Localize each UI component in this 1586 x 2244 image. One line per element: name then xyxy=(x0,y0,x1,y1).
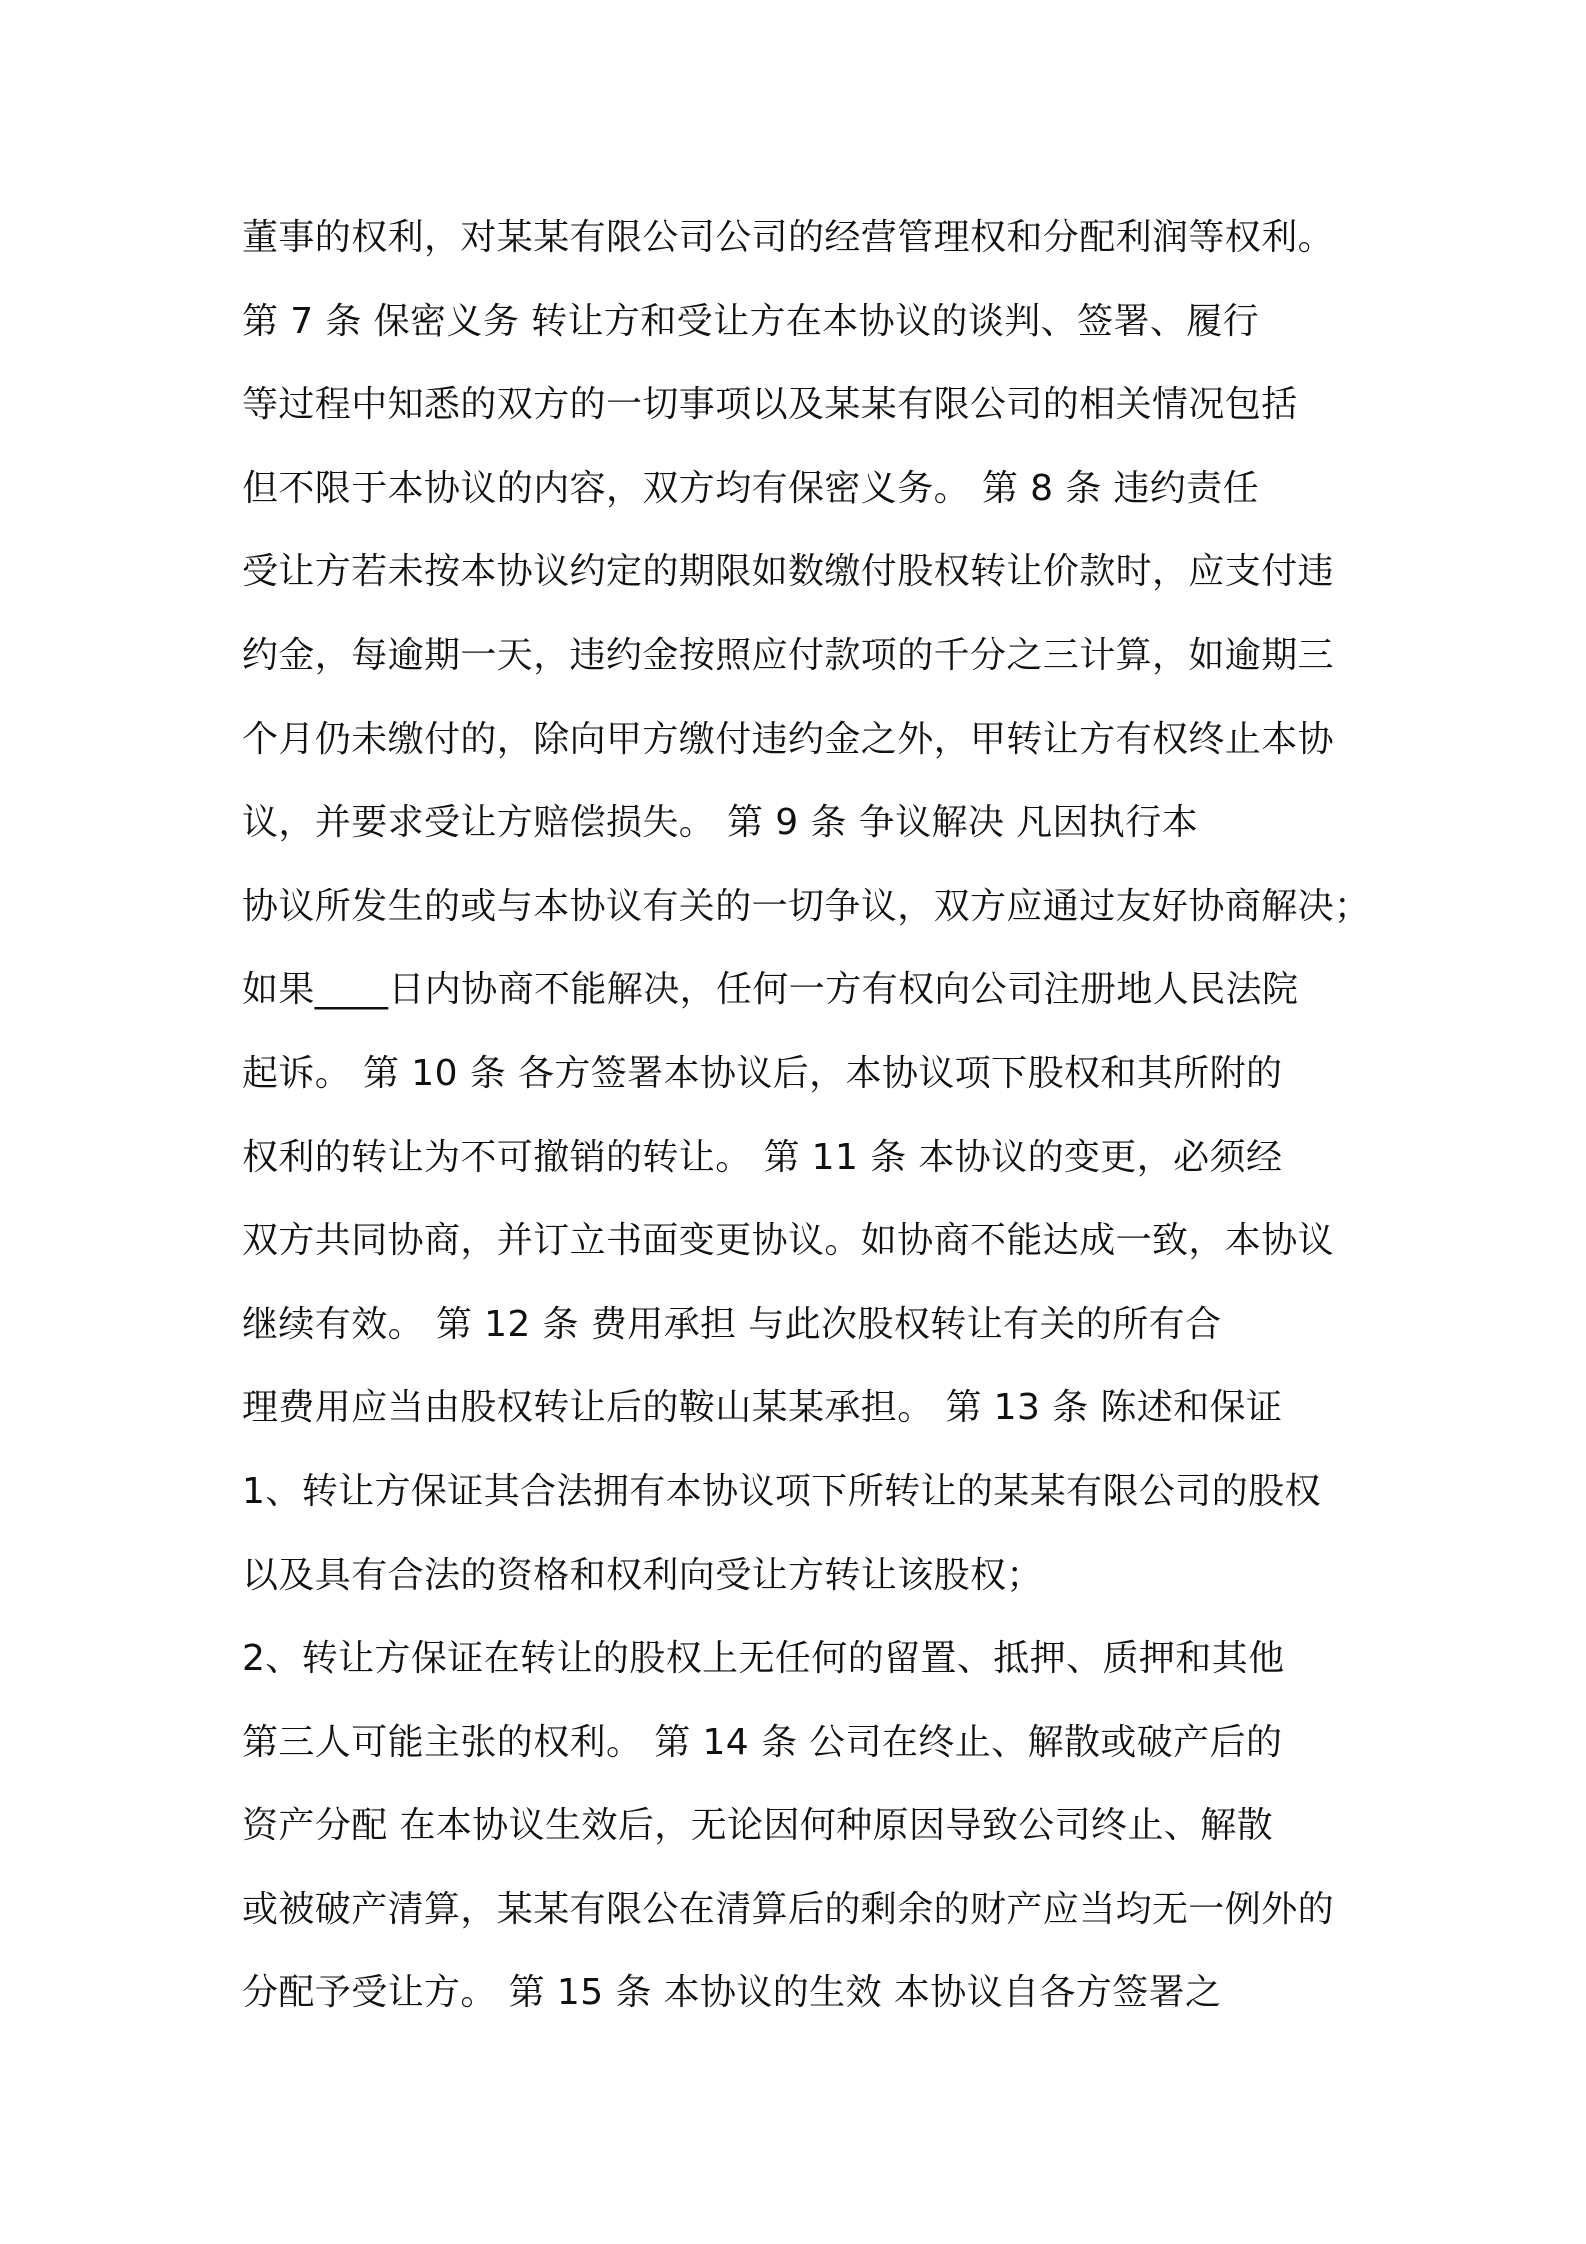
text-line-19: 第三人可能主张的权利。 第 14 条 公司在终止、解散或破产后的 xyxy=(242,1721,1283,1763)
text-line-5: 受让方若未按本协议约定的期限如数缴付股权转让价款时，应支付违 xyxy=(242,551,1335,593)
body-text xyxy=(242,196,1372,2035)
text-line-10: 如果____日内协商不能解决，任何一方有权向公司注册地人民法院 xyxy=(242,969,1299,1011)
text-line-17: 以及具有合法的资格和权利向受让方转让该股权； xyxy=(242,1554,1043,1596)
text-line-15: 理费用应当由股权转让后的鞍山某某承担。 第 13 条 陈述和保证 xyxy=(242,1387,1283,1429)
text-line-20: 资产分配 在本协议生效后，无论因何种原因导致公司终止、解散 xyxy=(242,1805,1274,1847)
text-line-12: 权利的转让为不可撤销的转让。 第 11 条 本协议的变更，必须经 xyxy=(242,1136,1283,1178)
text-line-11: 起诉。 第 10 条 各方签署本协议后，本协议项下股权和其所附的 xyxy=(242,1052,1283,1094)
text-line-18: 2、转让方保证在转让的股权上无任何的留置、抵押、质押和其他 xyxy=(242,1638,1285,1680)
text-line-2: 第 7 条 保密义务 转让方和受让方在本协议的谈判、签署、履行 xyxy=(242,300,1260,342)
text-line-22: 分配予受让方。 第 15 条 本协议的生效 本协议自各方签署之 xyxy=(242,1972,1222,2014)
text-line-9: 协议所发生的或与本协议有关的一切争议，双方应通过友好协商解决； xyxy=(242,885,1371,927)
text-line-3: 等过程中知悉的双方的一切事项以及某某有限公司的相关情况包括 xyxy=(242,384,1298,426)
text-line-6: 约金，每逾期一天，违约金按照应付款项的千分之三计算，如逾期三 xyxy=(242,634,1335,676)
text-line-14: 继续有效。 第 12 条 费用承担 与此次股权转让有关的所有合 xyxy=(242,1303,1222,1345)
text-line-21: 或被破产清算，某某有限公在清算后的剩余的财产应当均无一例外的 xyxy=(242,1888,1335,1930)
text-line-1: 董事的权利，对某某有限公司公司的经营管理权和分配利润等权利。 xyxy=(242,217,1335,258)
text-line-13: 双方共同协商，并订立书面变更协议。如协商不能达成一致，本协议 xyxy=(242,1220,1335,1262)
text-line-16: 1、转让方保证其合法拥有本协议项下所转让的某某有限公司的股权 xyxy=(242,1470,1321,1512)
text-line-4: 但不限于本协议的内容，双方均有保密义务。 第 8 条 违约责任 xyxy=(242,467,1260,509)
text-line-8: 议，并要求受让方赔偿损失。 第 9 条 争议解决 凡因执行本 xyxy=(242,802,1199,844)
text-line-7: 个月仍未缴付的，除向甲方缴付违约金之外，甲转让方有权终止本协 xyxy=(242,718,1335,760)
